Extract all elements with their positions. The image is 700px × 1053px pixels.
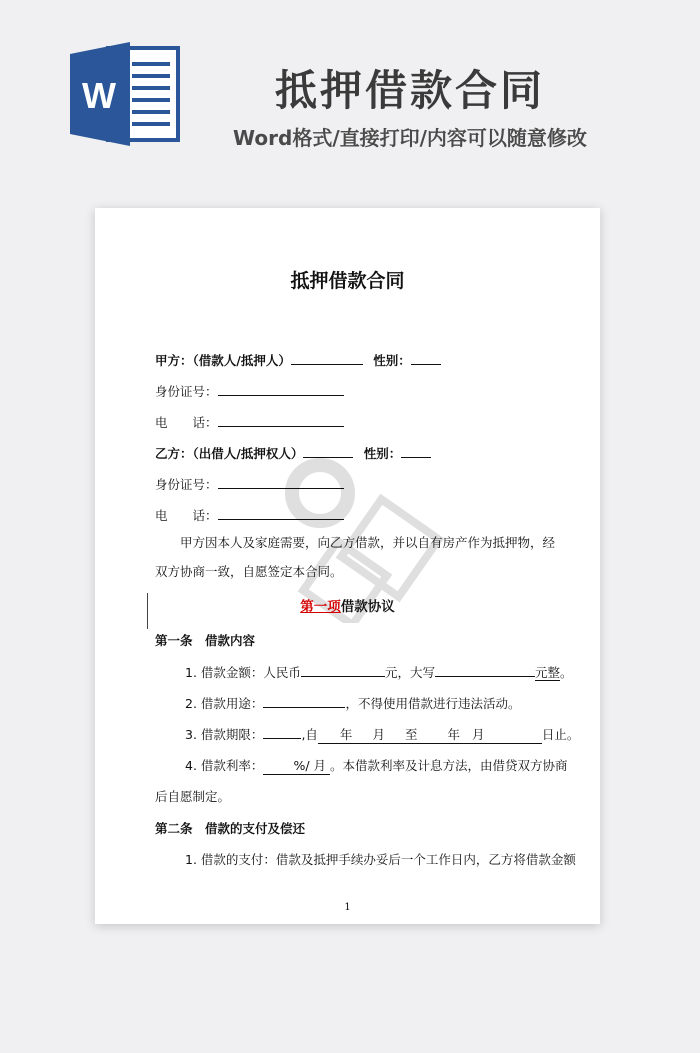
item-number: 3. [185, 727, 197, 742]
party-b-gender-label: 性别： [363, 446, 402, 461]
intro-paragraph: 甲方因本人及家庭需要，向乙方借款，并以自有房产作为抵押物，经双方协商一致，自愿签定本合同。 [155, 535, 556, 579]
amount-blank[interactable] [301, 663, 385, 677]
item-text: ，不得使用借款进行违法活动。 [345, 696, 521, 711]
party-a-gender-label: 性别： [373, 353, 411, 368]
party-b-name-blank[interactable] [303, 444, 353, 458]
article-1-heading: 第一条 借款内容 [155, 633, 256, 648]
item-text: 借款利率： [200, 758, 264, 773]
item-text: 。本借款利率及计息方法，由借贷双方协商 [330, 758, 568, 773]
party-b-id-line [155, 475, 344, 493]
party-a-phone-blank[interactable] [218, 413, 344, 427]
section-heading-red: 第一项 [300, 599, 341, 615]
party-a-id-label: 身份证号： [155, 384, 218, 399]
amount-words-blank[interactable] [435, 663, 535, 677]
banner-subtitle: Word格式/直接打印/内容可以随意修改 [233, 126, 587, 150]
item-number: 1. [185, 852, 197, 867]
article-1-item-4-continued: 后自愿制定。 [155, 789, 231, 804]
party-b-id-label: 身份证号： [155, 477, 218, 492]
document-title: 抵押借款合同 [290, 270, 405, 292]
item-text: 借款用途： [200, 696, 264, 711]
section-heading [95, 595, 600, 615]
rate-blank[interactable] [263, 756, 330, 775]
item-text: 年 [447, 727, 460, 742]
party-b-phone-line [155, 506, 344, 524]
item-text: ,自 [301, 727, 318, 742]
item-text: 月 [471, 727, 485, 742]
document-page [95, 208, 600, 924]
item-text: 元整 [534, 665, 560, 680]
section-heading-text: 借款协议 [340, 599, 395, 615]
party-b-phone-label: 电 话： [155, 508, 218, 523]
party-a-phone-label: 电 话： [155, 415, 218, 430]
article-2-heading: 第二条 借款的支付及偿还 [155, 821, 306, 836]
rate-unit: %/ 月 [293, 758, 326, 773]
party-a-phone-line [155, 413, 344, 431]
item-text: 至 [404, 727, 418, 742]
party-b-gender-blank[interactable] [401, 444, 431, 458]
article-1-item-3 [185, 725, 579, 744]
party-b-id-blank[interactable] [218, 475, 344, 489]
party-b-line [155, 444, 431, 462]
item-number: 1. [185, 665, 197, 680]
item-text: 月 [372, 727, 385, 742]
party-a-id-line [155, 382, 344, 400]
party-b-phone-blank[interactable] [218, 506, 344, 520]
banner-title: 抵押借款合同 [274, 66, 545, 115]
item-text: 年 [339, 727, 353, 742]
article-1-item-2 [185, 694, 520, 712]
term-blank[interactable] [263, 725, 301, 739]
item-text: 借款金额：人民币 [200, 665, 301, 680]
article-1-item-1 [185, 663, 572, 681]
item-text: 。 [559, 665, 573, 680]
word-logo-icon [70, 42, 180, 146]
party-a-name-blank[interactable] [291, 351, 363, 365]
party-a-id-blank[interactable] [218, 382, 344, 396]
item-text: 借款的支付：借款及抵押手续办妥后一个工作日内，乙方将借款金额 [200, 852, 576, 867]
party-b-label: 乙方：（出借人/抵押权人） [155, 446, 304, 461]
purpose-blank[interactable] [263, 694, 345, 708]
party-a-label: 甲方：（借款人/抵押人） [155, 353, 291, 368]
item-number: 2. [185, 696, 197, 711]
party-a-line [155, 351, 441, 369]
item-text: 借款期限： [200, 727, 264, 742]
party-a-gender-blank[interactable] [411, 351, 441, 365]
logo-letter: W [82, 75, 116, 116]
article-2-item-1 [185, 850, 576, 868]
page-number: 1 [344, 902, 351, 913]
item-text: 元，大写 [384, 665, 435, 680]
article-1-item-4 [185, 756, 568, 775]
item-text: 日止。 [541, 727, 580, 742]
item-number: 4. [185, 758, 197, 773]
